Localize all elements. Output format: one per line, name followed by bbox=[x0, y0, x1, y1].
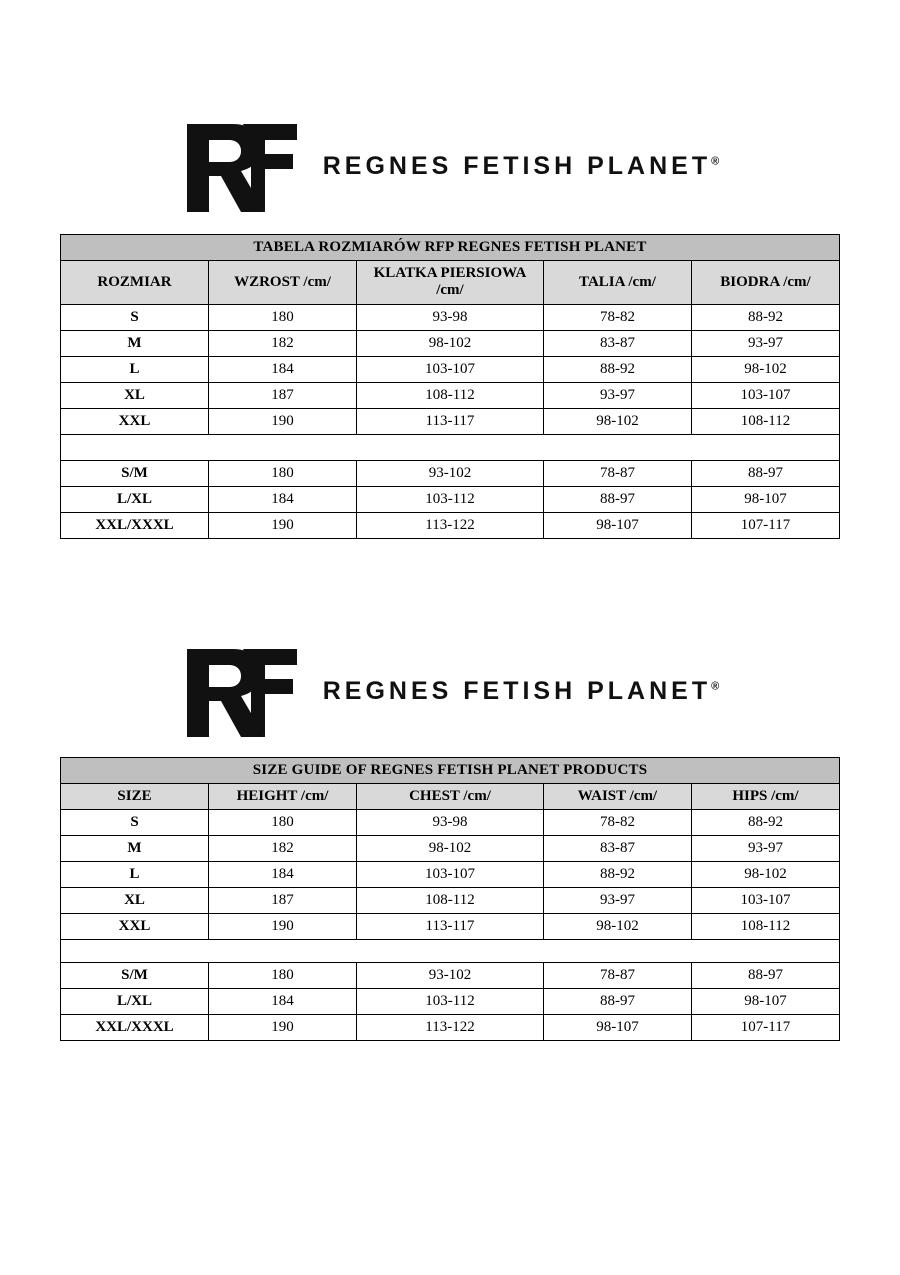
table-header-row bbox=[61, 261, 840, 305]
table-row bbox=[61, 1015, 840, 1041]
cell-chest: 103-107 bbox=[357, 356, 544, 382]
cell-size: M bbox=[61, 330, 209, 356]
column-header-height: HEIGHT /cm/ bbox=[209, 784, 357, 810]
cell-waist: 98-107 bbox=[543, 1015, 691, 1041]
cell-height: 190 bbox=[209, 408, 357, 434]
table-header-row bbox=[61, 784, 840, 810]
size-table-pl bbox=[60, 234, 840, 539]
registered-mark: ® bbox=[711, 155, 720, 168]
cell-waist: 98-102 bbox=[543, 408, 691, 434]
cell-size: M bbox=[61, 836, 209, 862]
cell-hips: 93-97 bbox=[691, 330, 839, 356]
cell-waist: 78-82 bbox=[543, 304, 691, 330]
table-row bbox=[61, 330, 840, 356]
cell-hips: 98-102 bbox=[691, 862, 839, 888]
table-row bbox=[61, 914, 840, 940]
cell-waist: 88-92 bbox=[543, 862, 691, 888]
table-row bbox=[61, 862, 840, 888]
cell-height: 180 bbox=[209, 460, 357, 486]
table-row bbox=[61, 356, 840, 382]
cell-hips: 98-102 bbox=[691, 356, 839, 382]
column-header-hips: BIODRA /cm/ bbox=[691, 261, 839, 305]
size-chart-section-pl bbox=[0, 120, 900, 539]
cell-hips: 108-112 bbox=[691, 914, 839, 940]
cell-waist: 88-97 bbox=[543, 486, 691, 512]
cell-size: S bbox=[61, 304, 209, 330]
cell-hips: 107-117 bbox=[691, 512, 839, 538]
cell-chest: 113-122 bbox=[357, 512, 544, 538]
table-row bbox=[61, 408, 840, 434]
cell-waist: 93-97 bbox=[543, 888, 691, 914]
brand-logo-pl bbox=[0, 120, 900, 212]
cell-hips: 107-117 bbox=[691, 1015, 839, 1041]
table-row bbox=[61, 989, 840, 1015]
cell-chest: 113-117 bbox=[357, 408, 544, 434]
column-header-height: WZROST /cm/ bbox=[209, 261, 357, 305]
column-header-size: ROZMIAR bbox=[61, 261, 209, 305]
cell-height: 187 bbox=[209, 382, 357, 408]
cell-size: XXL/XXXL bbox=[61, 512, 209, 538]
cell-waist: 78-87 bbox=[543, 963, 691, 989]
table-row bbox=[61, 304, 840, 330]
cell-height: 180 bbox=[209, 963, 357, 989]
registered-mark: ® bbox=[711, 680, 720, 693]
cell-height: 180 bbox=[209, 810, 357, 836]
cell-height: 190 bbox=[209, 914, 357, 940]
table-row bbox=[61, 810, 840, 836]
cell-chest: 93-98 bbox=[357, 304, 544, 330]
cell-height: 184 bbox=[209, 989, 357, 1015]
cell-size: L bbox=[61, 356, 209, 382]
brand-name-pl: REGNES FETISH PLANET® bbox=[322, 151, 720, 180]
table-title: SIZE GUIDE OF REGNES FETISH PLANET PRODUCTS bbox=[61, 758, 840, 784]
cell-height: 187 bbox=[209, 888, 357, 914]
brand-logo-en bbox=[0, 645, 900, 737]
table-title: TABELA ROZMIARÓW RFP REGNES FETISH PLANET bbox=[61, 235, 840, 261]
size-table-wrapper-en bbox=[60, 757, 840, 1041]
cell-chest: 93-102 bbox=[357, 963, 544, 989]
cell-height: 184 bbox=[209, 486, 357, 512]
cell-waist: 88-92 bbox=[543, 356, 691, 382]
cell-hips: 103-107 bbox=[691, 382, 839, 408]
column-header-size: SIZE bbox=[61, 784, 209, 810]
cell-size: S bbox=[61, 810, 209, 836]
column-header-chest: KLATKA PIERSIOWA /cm/ bbox=[357, 261, 544, 305]
table-row bbox=[61, 963, 840, 989]
column-header-waist: WAIST /cm/ bbox=[543, 784, 691, 810]
column-header-waist: TALIA /cm/ bbox=[543, 261, 691, 305]
cell-size: XXL/XXXL bbox=[61, 1015, 209, 1041]
cell-hips: 108-112 bbox=[691, 408, 839, 434]
cell-height: 180 bbox=[209, 304, 357, 330]
cell-chest: 113-117 bbox=[357, 914, 544, 940]
cell-waist: 88-97 bbox=[543, 989, 691, 1015]
cell-height: 182 bbox=[209, 836, 357, 862]
table-row bbox=[61, 382, 840, 408]
cell-chest: 103-112 bbox=[357, 486, 544, 512]
cell-waist: 98-102 bbox=[543, 914, 691, 940]
cell-size: XL bbox=[61, 382, 209, 408]
cell-size: L/XL bbox=[61, 989, 209, 1015]
cell-height: 190 bbox=[209, 512, 357, 538]
rfp-monogram-icon bbox=[181, 120, 301, 212]
cell-hips: 98-107 bbox=[691, 486, 839, 512]
cell-size: XXL bbox=[61, 408, 209, 434]
size-table-wrapper-pl bbox=[60, 234, 840, 539]
cell-chest: 103-112 bbox=[357, 989, 544, 1015]
cell-waist: 93-97 bbox=[543, 382, 691, 408]
rfp-monogram-icon bbox=[181, 645, 301, 737]
cell-chest: 93-102 bbox=[357, 460, 544, 486]
cell-hips: 103-107 bbox=[691, 888, 839, 914]
table-row bbox=[61, 836, 840, 862]
cell-height: 182 bbox=[209, 330, 357, 356]
column-header-chest: CHEST /cm/ bbox=[357, 784, 544, 810]
table-row bbox=[61, 460, 840, 486]
table-row bbox=[61, 512, 840, 538]
cell-height: 184 bbox=[209, 862, 357, 888]
cell-waist: 83-87 bbox=[543, 836, 691, 862]
cell-size: XL bbox=[61, 888, 209, 914]
cell-size: S/M bbox=[61, 460, 209, 486]
table-spacer bbox=[61, 434, 840, 460]
cell-waist: 83-87 bbox=[543, 330, 691, 356]
cell-hips: 88-97 bbox=[691, 963, 839, 989]
cell-waist: 78-82 bbox=[543, 810, 691, 836]
cell-hips: 88-92 bbox=[691, 810, 839, 836]
cell-height: 184 bbox=[209, 356, 357, 382]
cell-chest: 108-112 bbox=[357, 382, 544, 408]
table-row bbox=[61, 888, 840, 914]
cell-chest: 113-122 bbox=[357, 1015, 544, 1041]
table-title-row bbox=[61, 758, 840, 784]
cell-chest: 98-102 bbox=[357, 330, 544, 356]
cell-height: 190 bbox=[209, 1015, 357, 1041]
cell-hips: 98-107 bbox=[691, 989, 839, 1015]
table-title-row bbox=[61, 235, 840, 261]
table-row bbox=[61, 486, 840, 512]
cell-size: S/M bbox=[61, 963, 209, 989]
cell-waist: 78-87 bbox=[543, 460, 691, 486]
cell-size: XXL bbox=[61, 914, 209, 940]
cell-size: L/XL bbox=[61, 486, 209, 512]
table-spacer bbox=[61, 940, 840, 963]
cell-chest: 108-112 bbox=[357, 888, 544, 914]
cell-size: L bbox=[61, 862, 209, 888]
cell-chest: 98-102 bbox=[357, 836, 544, 862]
column-header-hips: HIPS /cm/ bbox=[691, 784, 839, 810]
size-table-en bbox=[60, 757, 840, 1041]
cell-waist: 98-107 bbox=[543, 512, 691, 538]
size-chart-section-en bbox=[0, 645, 900, 1041]
cell-chest: 103-107 bbox=[357, 862, 544, 888]
cell-chest: 93-98 bbox=[357, 810, 544, 836]
cell-hips: 93-97 bbox=[691, 836, 839, 862]
brand-name-en: REGNES FETISH PLANET® bbox=[322, 676, 720, 705]
cell-hips: 88-92 bbox=[691, 304, 839, 330]
cell-hips: 88-97 bbox=[691, 460, 839, 486]
